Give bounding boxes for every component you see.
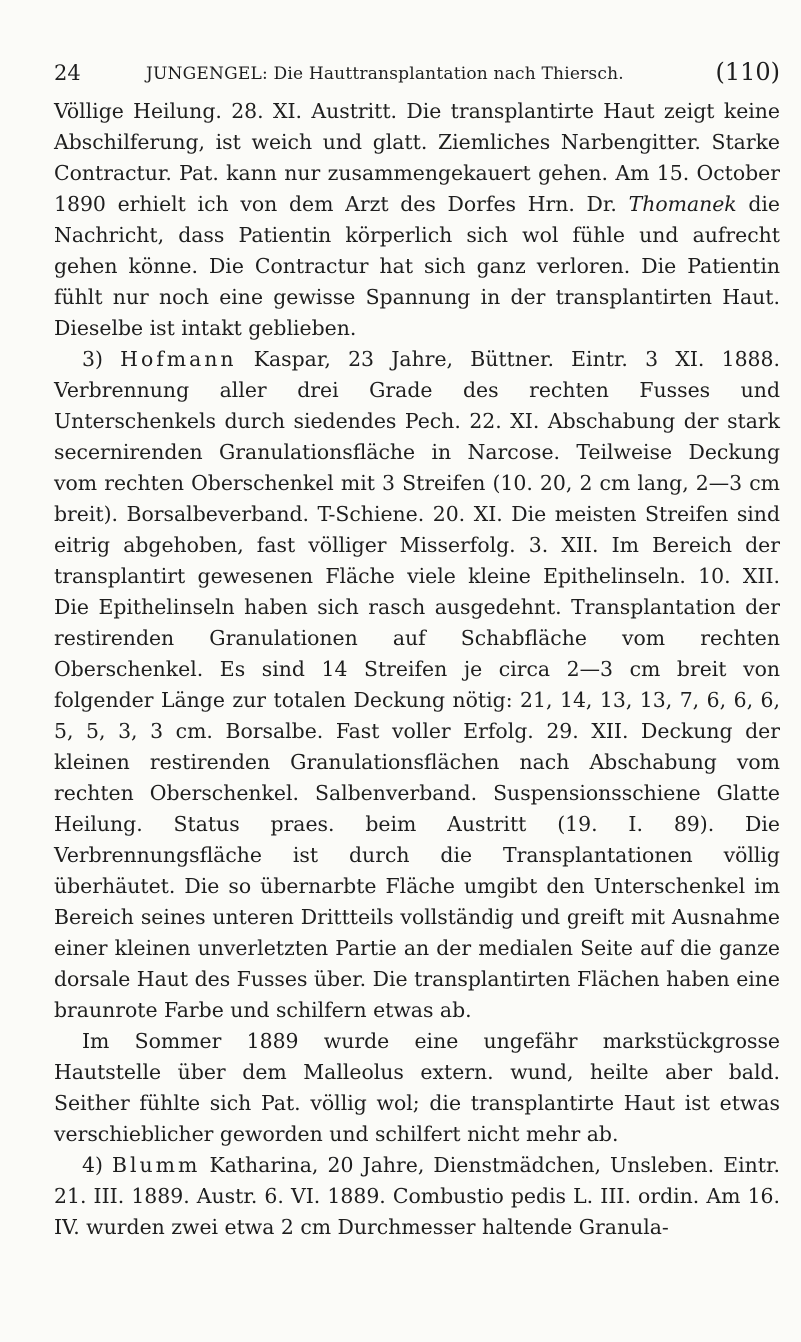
paragraph-case-4	[54, 1150, 780, 1243]
patient-name: Hofmann	[120, 347, 237, 371]
paragraph-case-3-followup	[54, 1026, 780, 1150]
paragraph-case-3	[54, 344, 780, 1026]
paragraph-case-2-conclusion	[54, 96, 780, 344]
patient-name: Blumm	[112, 1153, 201, 1177]
paragraph-text: Im Sommer 1889 wurde eine ungefähr markstückgrosse Hautstelle über dem Malleolus extern. wund, heilte aber bald. Seither fühlte sich Pat. völlig wol; die transplantirte Haut ist etwas verschieblicher geworden und schilfert nicht mehr ab.	[54, 1029, 780, 1146]
paragraph-text: Kaspar, 23 Jahre, Büttner. Eintr. 3 XI. 1888. Verbrennung aller drei Grade des rechten Fusses und Unterschenkels durch siedendes Pech. 22. XI. Abschabung der stark secernirenden Granulationsfläche in Narcose. Teilweise Deckung vom rechten Oberschenkel mit 3 Streifen (10. 20, 2 cm lang, 2—3 cm breit). Borsalbeverband. T-Schiene. 20. XI. Die meisten Streifen sind eitrig abgehoben, fast völliger Misserfolg. 3. XII. Im Bereich der transplantirt gewesenen Fläche viele kleine Epithelinseln. 10. XII. Die Epithelinseln haben sich rasch ausgedehnt. Transplantation der restirenden Granulationen auf Schabfläche vom rechten Oberschenkel. Es sind 14 Streifen je circa 2—3 cm breit von folgender Länge zur totalen Deckung nötig: 21, 14, 13, 13, 7, 6, 6, 6, 5, 5, 3, 3 cm. Borsalbe. Fast voller Erfolg. 29. XII. Deckung der kleinen restirenden Granulationsflächen nach Abschabung vom rechten Oberschenkel. Salbenverband. Suspensionsschiene Glatte Heilung. Status praes. beim Austritt (19. I. 89). Die Verbrennungsfläche ist durch die Transplantationen völlig überhäutet. Die so übernarbte Fläche umgibt den Unterschenkel im Bereich seines unteren Drittteils vollständig und greift mit Ausnahme einer kleinen unverletzten Partie an der medialen Seite auf die ganze dorsale Haut des Fusses über. Die transplantirten Flächen haben eine braunrote Farbe und schilfern etwas ab.	[54, 347, 780, 1022]
page-number: 24	[54, 61, 81, 85]
person-name: Thomanek	[628, 192, 737, 216]
paragraph-text: die Nachricht, dass Patientin körperlich sich wol fühle und aufrecht gehen könne. Die Contractur hat sich ganz verloren. Die Patientin fühlt nur noch eine gewisse Spannung in der transplantirten Haut. Dieselbe ist intakt geblieben.	[54, 192, 781, 340]
paragraph-text: Völlige Heilung. 28. XI. Austritt. Die transplantirte Haut zeigt keine Abschilferung, ist weich und glatt. Ziemliches Narbengitter. Starke Contractur. Pat. kann nur zusammengekauert gehen. Am 15. October 1890 erhielt ich von dem Arzt des Dorfes Hrn. Dr.	[54, 99, 780, 216]
section-number: (110)	[715, 58, 780, 86]
case-number: 4)	[82, 1153, 113, 1177]
running-header	[54, 55, 780, 91]
running-title: JUNGENGEL: Die Hauttransplantation nach Thiersch.	[146, 64, 624, 84]
body-text	[54, 96, 780, 1243]
case-number: 3)	[82, 347, 121, 371]
paragraph-text: Katharina, 20 Jahre, Dienstmädchen, Unsleben. Eintr. 21. III. 1889. Austr. 6. VI. 1889. Combustio pedis L. III. ordin. Am 16. IV. wurden zwei etwa 2 cm Durchmesser haltende Granula-	[54, 1153, 780, 1239]
